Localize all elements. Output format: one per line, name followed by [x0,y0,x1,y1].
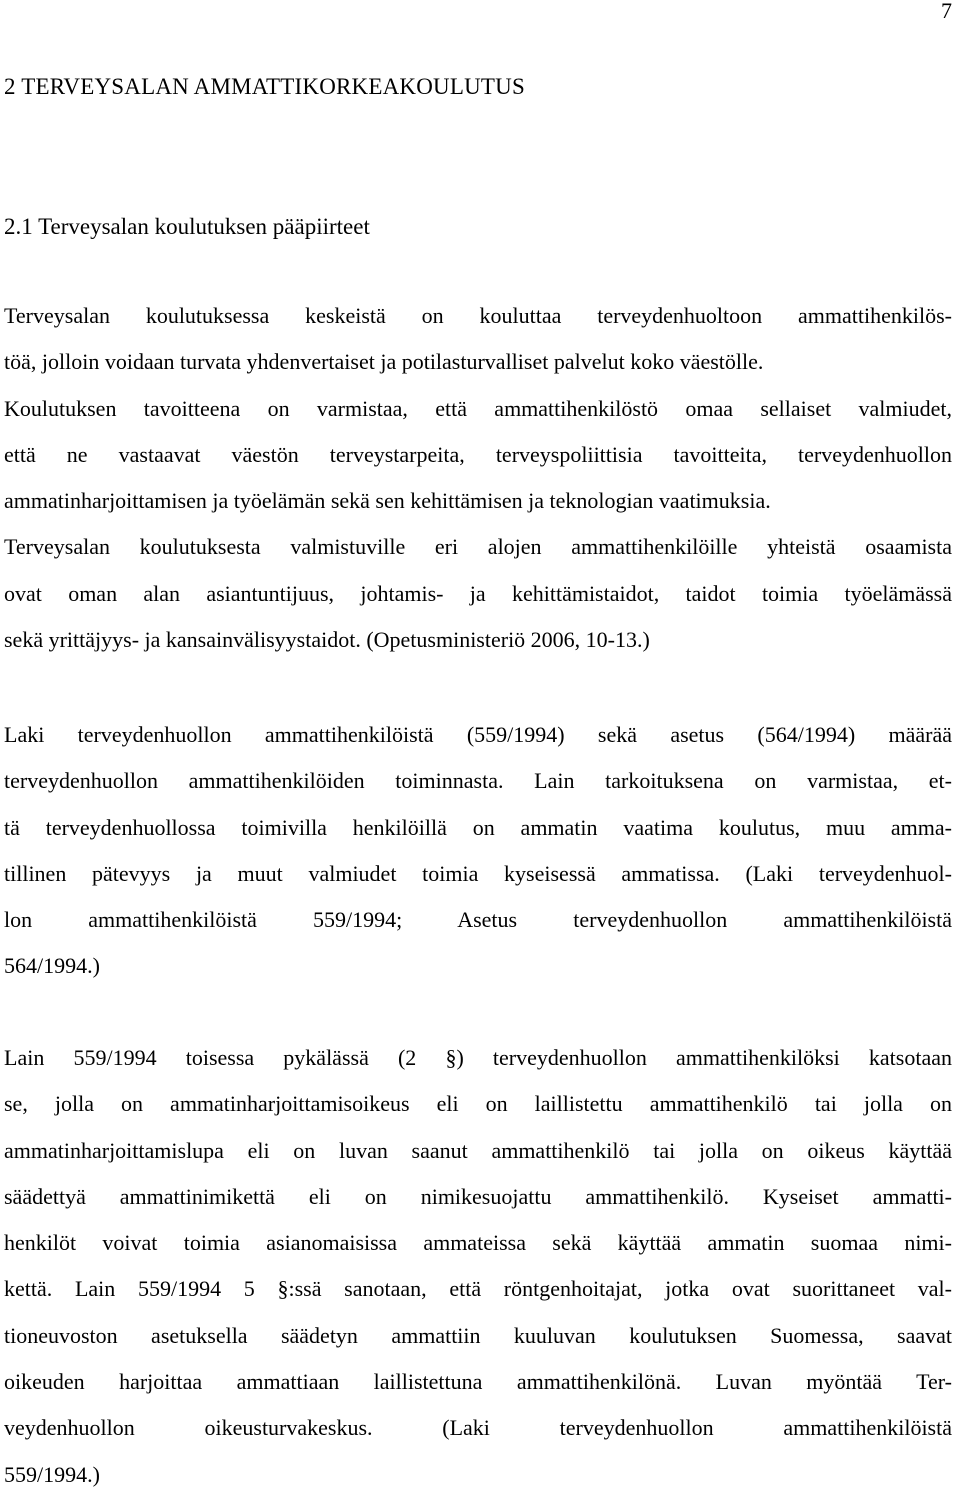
text-line: Koulutuksen tavoitteena on varmistaa, että ammattihenkilöstö omaa sellaiset valmiudet, [4,395,952,421]
paragraph-education-overview [4,293,952,663]
text-line: oikeuden harjoittaa ammattiaan laillistettuna ammattihenkilönä. Luvan myöntää Ter- [4,1369,952,1395]
text-line: lon ammattihenkilöistä 559/1994; Asetus terveydenhuollon ammattihenkilöistä [4,907,952,933]
text-line: kettä. Lain 559/1994 5 §:ssä sanotaan, että röntgenhoitajat, jotka ovat suorittaneet val- [4,1276,952,1302]
text-line: Laki terveydenhuollon ammattihenkilöistä (559/1994) sekä asetus (564/1994) määrää [4,722,952,747]
text-line: terveydenhuollon ammattihenkilöiden toiminnasta. Lain tarkoituksena on varmistaa, et- [4,768,952,794]
text-line: veydenhuollon oikeusturvakeskus. (Laki terveydenhuollon ammattihenkilöistä [4,1415,952,1441]
text-line: 559/1994.) [4,1461,100,1487]
text-line: Terveysalan koulutuksessa keskeistä on kouluttaa terveydenhuoltoon ammattihenkilös- [4,303,952,328]
section-heading: 2.1 Terveysalan koulutuksen pääpiirteet [4,214,370,239]
paragraph-law-section-2 [4,1035,952,1498]
text-line: tioneuvoston asetuksella säädetyn ammattiin kuuluvan koulutuksen Suomessa, saavat [4,1322,952,1348]
text-line: ammatinharjoittamisen ja työelämän sekä sen kehittämisen ja teknologian vaatimuksia. [4,488,771,514]
page-number: 7 [941,0,952,23]
text-line: Lain 559/1994 toisessa pykälässä (2 §) terveydenhuollon ammattihenkilöksi katsotaan [4,1045,952,1070]
paragraph-law-overview [4,712,952,990]
text-line: tä terveydenhuollossa toimivilla henkilöillä on ammatin vaatima koulutus, muu amma- [4,814,952,840]
chapter-heading: 2 TERVEYSALAN AMMATTIKORKEAKOULUTUS [4,74,525,99]
text-line: 564/1994.) [4,953,100,979]
text-line: että ne vastaavat väestön terveystarpeita, terveyspoliittisia tavoitteita, terveydenhuollon [4,441,952,467]
text-line: ammatinharjoittamislupa eli on luvan saanut ammattihenkilö tai jolla on oikeus käyttää [4,1137,952,1163]
text-line: töä, jolloin voidaan turvata yhdenvertaiset ja potilasturvalliset palvelut koko väestölle. [4,349,764,375]
text-line: säädettyä ammattinimikettä eli on nimikesuojattu ammattihenkilö. Kyseiset ammatti- [4,1183,952,1209]
text-line: ovat oman alan asiantuntijuus, johtamis- ja kehittämistaidot, taidot toimia työelämässä [4,580,952,606]
text-line: tillinen pätevyys ja muut valmiudet toimia kyseisessä ammatissa. (Laki terveydenhuol- [4,860,952,886]
text-line: se, jolla on ammatinharjoittamisoikeus eli on laillistettu ammattihenkilö tai jolla on [4,1091,952,1117]
text-line: sekä yrittäjyys- ja kansainvälisyystaidot. (Opetusministeriö 2006, 10-13.) [4,627,650,653]
text-line: Terveysalan koulutuksesta valmistuville eri alojen ammattihenkilöille yhteistä osaamista [4,534,952,560]
text-line: henkilöt voivat toimia asianomaisissa ammateissa sekä käyttää ammatin suomaa nimi- [4,1230,952,1256]
